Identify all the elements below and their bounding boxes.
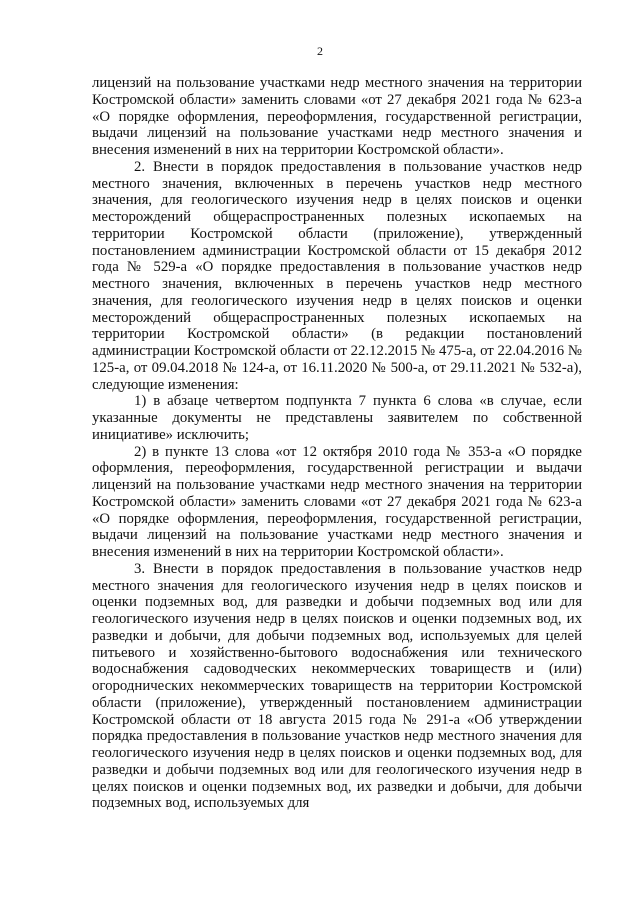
page-number: 2 [317, 44, 323, 58]
paragraph-item-3: 3. Внести в порядок предоставления в пользование участков недр местного значения для геологического изучения недр в целях поисков и оценки подземных вод, для разведки и добычи подземных вод или для геологического изучения недр в целях поисков и оценки подземных вод, их разведки и добычи, для добычи подземных вод, используемых для целей питьевого и хозяйственно-бытового водоснабжения или технического водоснабжения садоводческих некоммерческих товариществ и (или) огороднических некоммерческих товариществ на территории Костромской области (приложение), утвержденный постановлением администрации Костромской области от 18 августа 2015 года № 291-а «Об утверждении порядка предоставления в пользование участков недр местного значения для геологического изучения недр в целях поисков и оценки подземных вод, для разведки и добычи подземных вод или для геологического изучения недр в целях поисков и оценки подземных вод, их разведки и добычи, для добычи подземных вод, используемых для [92, 560, 582, 812]
paragraph-item-2: 2. Внести в порядок предоставления в пользование участков недр местного значения, включенных в перечень участков недр местного значения, для геологического изучения недр в целях поисков и оценки месторождений общераспространенных полезных ископаемых на территории Костромской области (приложение), утвержденный постановлением администрации Костромской области от 15 декабря 2012 года № 529-а «О порядке предоставления в пользование участков недр местного значения, включенных в перечень участков недр местного значения, для геологического изучения недр в целях поисков и оценки месторождений общераспространенных полезных ископаемых на территории Костромской области» (в редакции постановлений администрации Костромской области от 22.12.2015 № 475-а, от 22.04.2016 № 125-а, от 09.04.2018 № 124-а, от 16.11.2020 № 500-а, от 29.11.2021 № 532-а), следующие изменения: [92, 158, 582, 393]
paragraph-subitem-1: 1) в абзаце четвертом подпункта 7 пункта 6 слова «в случае, если указанные документы не представлены заявителем по собственной инициативе» исключить; [92, 393, 582, 443]
paragraph-license-continuation: лицензий на пользование участками недр местного значения на территории Костромской области» заменить словами «от 27 декабря 2021 года № 623-а «О порядке оформления, переоформления, государственной регистрации, выдачи лицензий на пользование участками недр местного значения и внесения изменений в них на территории Костромской области». [92, 75, 582, 158]
paragraph-subitem-2: 2) в пункте 13 слова «от 12 октября 2010 года № 353-а «О порядке оформления, переоформления, государственной регистрации и выдачи лицензий на пользование участками недр местного значения на территории Костромской области» заменить словами «от 27 декабря 2021 года № 623-а «О порядке оформления, переоформления, государственной регистрации, выдачи лицензий на пользование участками недр местного значения и внесения изменений в них на территории Костромской области». [92, 443, 582, 560]
document-body [92, 75, 582, 812]
